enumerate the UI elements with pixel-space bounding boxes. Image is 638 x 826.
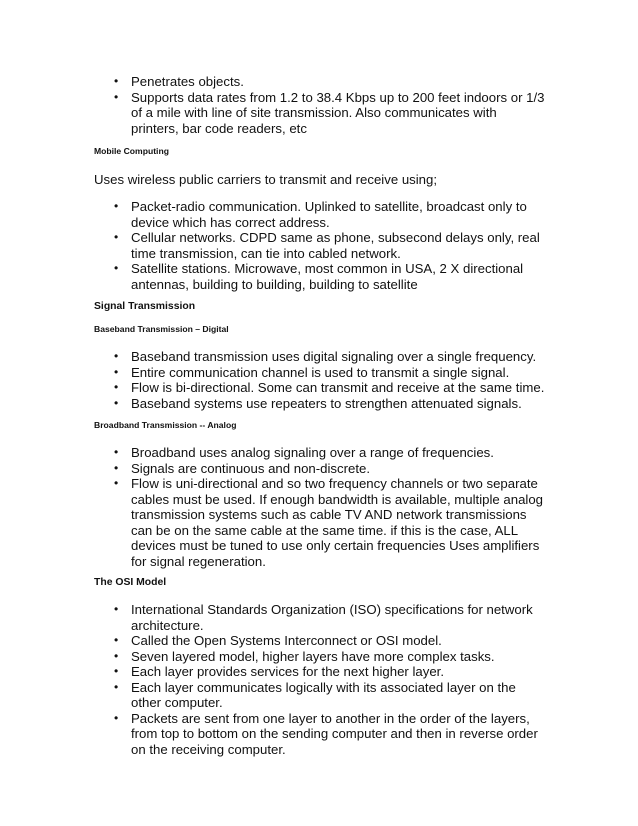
bullet-icon: •: [114, 710, 119, 725]
list-item: • Supports data rates from 1.2 to 38.4 Kbps up to 200 feet indoors or 1/3 of a mile with line of site transmission. Also communicates with printers, bar code readers, etc: [114, 89, 545, 136]
list-item: • Penetrates objects.: [114, 74, 244, 89]
bullet-list-baseband: [0, 349, 638, 411]
bullet-list-mobile: [0, 199, 638, 292]
list-item: • Called the Open Systems Interconnect or OSI model.: [114, 633, 442, 648]
bullet-icon: •: [114, 476, 119, 490]
list-item: • Flow is bi-directional. Some can transmit and receive at the same time.: [114, 380, 545, 395]
list-item: • Flow is uni-directional and so two frequency channels or two separate cables must be used. If enough bandwidth is available, multiple analog transmission systems such as cable TV AND network transmissions can be on the same cable at the same time. if this is the case, ALL devices must be tuned to use only certain frequencies Uses amplifiers for signal regeneration.: [114, 476, 544, 569]
heading-osi-model: The OSI Model: [94, 577, 167, 588]
bullet-icon: •: [114, 74, 119, 88]
list-item: • Broadband uses analog signaling over a range of frequencies.: [114, 445, 494, 460]
bullet-icon: •: [114, 395, 119, 410]
list-item: • Baseband transmission uses digital signaling over a single frequency.: [114, 349, 537, 364]
list-item: • Entire communication channel is used to transmit a single signal.: [114, 364, 510, 380]
heading-broadband: Broadband Transmission -- Analog: [94, 420, 237, 430]
bullet-list-osi: [0, 602, 638, 757]
list-item: • International Standards Organization (ISO) specifications for network architecture.: [114, 602, 533, 633]
list-item: • Baseband systems use repeaters to strengthen attenuated signals.: [114, 395, 522, 411]
bullet-icon: •: [114, 648, 119, 663]
list-item: • Signals are continuous and non-discrete.: [114, 460, 370, 476]
list-item: • Packets are sent from one layer to another in the order of the layers, from top to bottom on the sending computer and then in reverse order on the receiving computer.: [114, 710, 538, 757]
bullet-icon: •: [114, 460, 119, 475]
bullet-list-infrared: [0, 74, 638, 136]
heading-mobile-computing: Mobile Computing: [94, 146, 169, 156]
list-item: • Satellite stations. Microwave, most common in USA, 2 X directional antennas, building to building, building to satellite: [114, 261, 524, 292]
bullet-icon: •: [114, 679, 119, 694]
bullet-icon: •: [114, 261, 119, 275]
list-item: • Each layer communicates logically with its associated layer on the other computer.: [114, 679, 516, 710]
list-item: • Seven layered model, higher layers have more complex tasks.: [114, 648, 495, 664]
bullet-icon: •: [114, 445, 119, 459]
bullet-icon: •: [114, 633, 119, 647]
list-item: • Cellular networks. CDPD same as phone, subsecond delays only, real time transmission, can tie into cabled network.: [114, 230, 540, 261]
list-item: • Packet-radio communication. Uplinked to satellite, broadcast only to device which has correct address.: [114, 199, 527, 230]
bullet-icon: •: [114, 664, 119, 678]
bullet-list-broadband: [0, 445, 638, 569]
heading-signal-transmission: Signal Transmission: [94, 301, 196, 312]
list-item: • Each layer provides services for the next higher layer.: [114, 664, 444, 679]
bullet-icon: •: [114, 602, 119, 616]
paragraph-mobile-computing: Uses wireless public carriers to transmit and receive using;: [94, 172, 438, 187]
bullet-icon: •: [114, 349, 119, 363]
heading-baseband: Baseband Transmission – Digital: [94, 324, 229, 334]
bullet-icon: •: [114, 230, 119, 244]
bullet-icon: •: [114, 89, 119, 104]
bullet-icon: •: [114, 364, 119, 379]
bullet-icon: •: [114, 380, 119, 394]
bullet-icon: •: [114, 199, 119, 213]
